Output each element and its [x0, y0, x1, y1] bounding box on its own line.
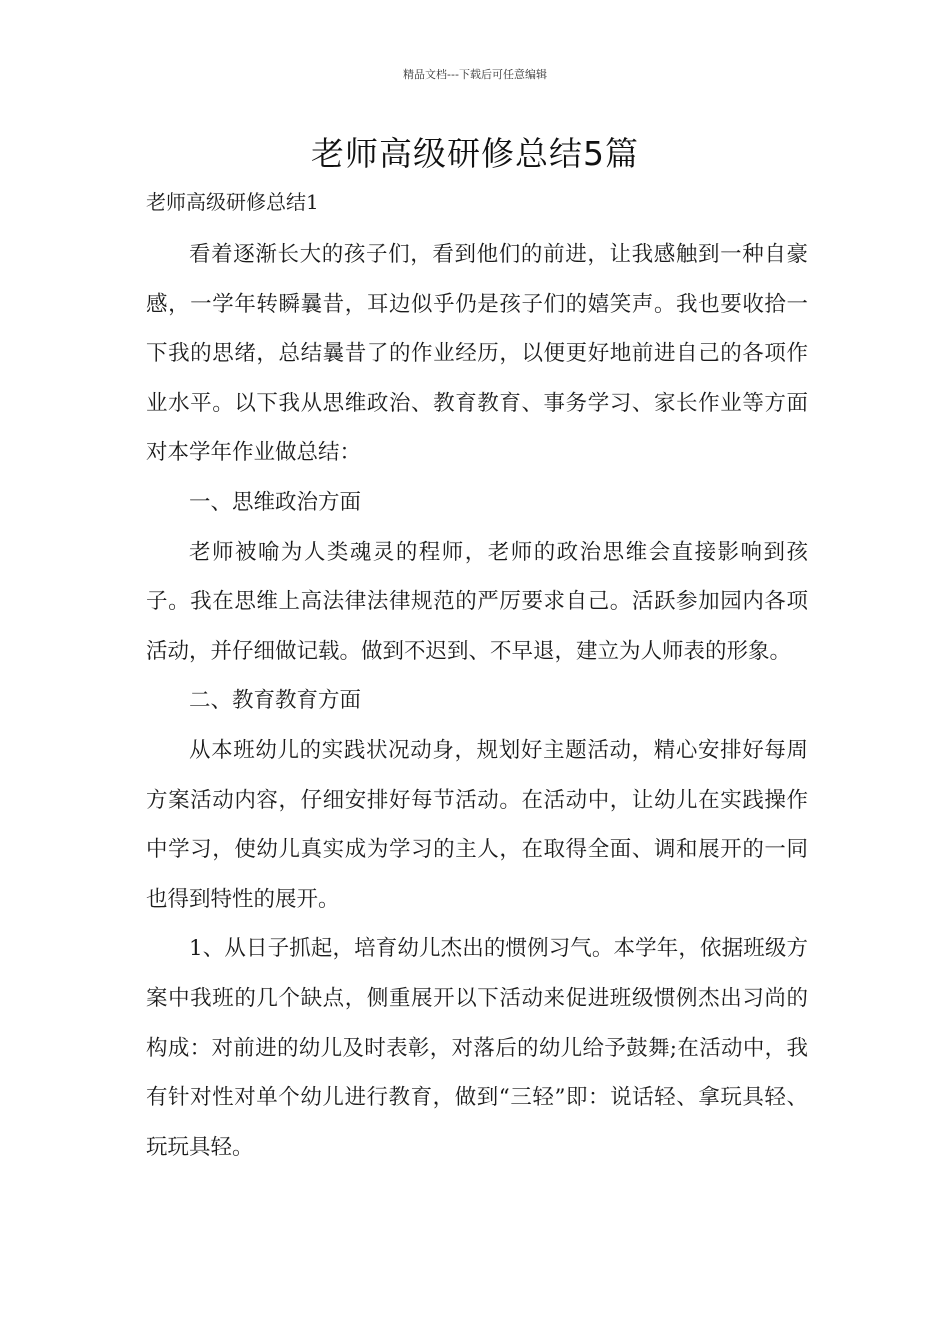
paragraph-intro: 看着逐渐长大的孩子们，看到他们的前进，让我感触到一种自豪感，一学年转瞬曩昔，耳边似乎仍是孩子们的嬉笑声。我也要收拾一下我的思绪，总结曩昔了的作业经历，以便更好地前进自己的各项作业水平。以下我从思维政治、教育教育、事务学习、家长作业等方面对本学年作业做总结：	[146, 242, 808, 466]
section-subtitle: 老师高级研修总结1	[146, 190, 319, 214]
paragraph-habits: 1、从日子抓起，培育幼儿杰出的惯例习气。本学年，依据班级方案中我班的几个缺点，侧重展开以下活动来促进班级惯例杰出习尚的构成：对前进的幼儿及时表彰，对落后的幼儿给予鼓舞;在活动中，我有针对性对单个幼儿进行教育，做到“三轻”即：说话轻、拿玩具轻、玩玩具轻。	[146, 936, 808, 1160]
paragraph-education: 从本班幼儿的实践状况动身，规划好主题活动，精心安排好每周方案活动内容，仔细安排好每节活动。在活动中，让幼儿在实践操作中学习，使幼儿真实成为学习的主人，在取得全面、调和展开的一同也得到特性的展开。	[146, 737, 808, 912]
document-title: 老师高级研修总结5篇	[311, 134, 639, 173]
paragraph-politics: 老师被喻为人类魂灵的程师，老师的政治思维会直接影响到孩子。我在思维上高法律法律规范的严厉要求自己。活跃参加园内各项活动，并仔细做记载。做到不迟到、不早退，建立为人师表的形象。	[146, 539, 808, 664]
document-body	[146, 230, 808, 1172]
header-note: 精品文档---下载后可任意编辑	[403, 68, 547, 81]
heading-politics: 一、思维政治方面	[189, 489, 362, 515]
heading-education: 二、教育教育方面	[189, 688, 362, 714]
